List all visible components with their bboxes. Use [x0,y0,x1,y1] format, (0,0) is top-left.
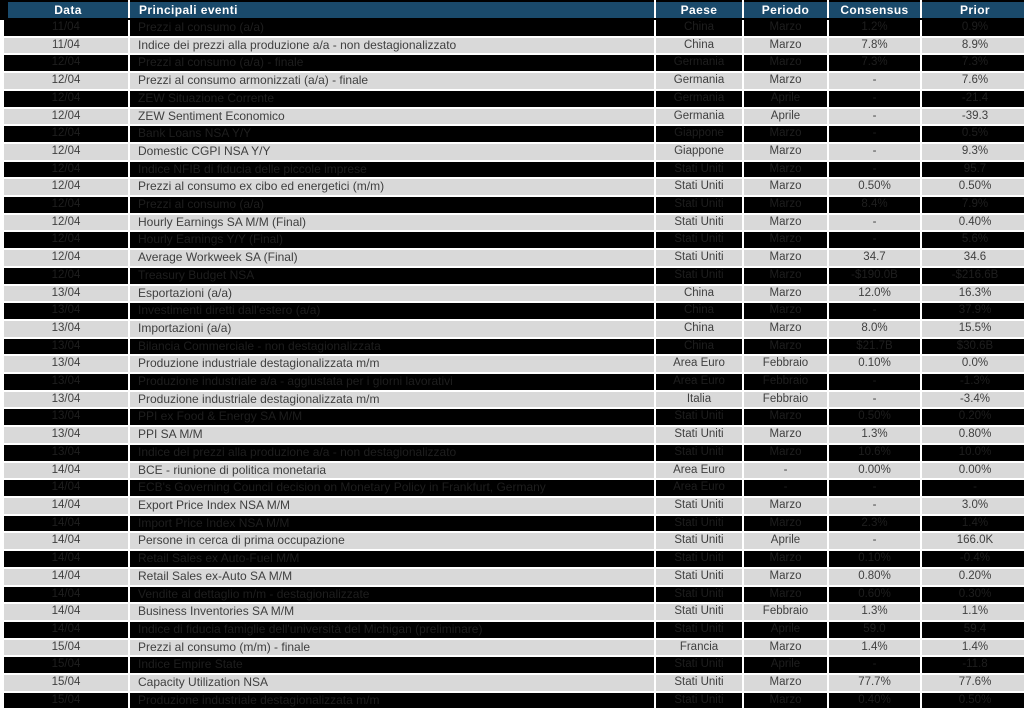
cell-consensus: 8.4% [828,196,921,214]
cell-prior: 0.20% [921,408,1024,426]
cell-date: 12/04 [4,143,129,161]
table-row [4,178,1024,196]
table-row [4,568,1024,586]
cell-event: Hourly Earnings SA M/M (Final) [129,214,655,232]
cell-event: Prezzi al consumo (a/a) [129,19,655,37]
cell-country: Area Euro [655,355,743,373]
table-row [4,320,1024,338]
column-header-eventi: Principali eventi [129,1,655,19]
cell-date: 15/04 [4,656,129,674]
cell-date: 15/04 [4,674,129,692]
table-row [4,338,1024,356]
cell-consensus: - [828,391,921,409]
table-row [4,214,1024,232]
table-row [4,285,1024,303]
cell-event: Indice NFIB di fiducia delle piccole imprese [129,161,655,179]
cell-period: Marzo [743,249,828,267]
cell-date: 15/04 [4,639,129,657]
cell-date: 13/04 [4,302,129,320]
cell-event: Export Price Index NSA M/M [129,497,655,515]
cell-prior: 0.50% [921,692,1024,710]
table-row [4,196,1024,214]
cell-prior: 8.9% [921,37,1024,55]
cell-date: 12/04 [4,249,129,267]
cell-consensus: 1.3% [828,426,921,444]
cell-event: PPI SA M/M [129,426,655,444]
cell-date: 13/04 [4,444,129,462]
cell-period: Marzo [743,550,828,568]
cell-country: China [655,302,743,320]
cell-country: China [655,338,743,356]
cell-prior: 7.6% [921,72,1024,90]
cell-date: 13/04 [4,355,129,373]
cell-consensus: - [828,302,921,320]
cell-date: 12/04 [4,125,129,143]
cell-prior: 166.0K [921,532,1024,550]
cell-consensus: 0.50% [828,408,921,426]
cell-date: 12/04 [4,267,129,285]
cell-prior: 0.9% [921,19,1024,37]
cell-prior: 9.3% [921,143,1024,161]
cell-consensus: 0.00% [828,462,921,480]
cell-event: Prezzi al consumo (a/a) - finale [129,54,655,72]
cell-date: 12/04 [4,72,129,90]
cell-consensus: - [828,231,921,249]
cell-country: Stati Uniti [655,497,743,515]
cell-country: Germania [655,108,743,126]
cell-country: Stati Uniti [655,532,743,550]
cell-period: Marzo [743,692,828,710]
table-row [4,532,1024,550]
cell-period: Marzo [743,426,828,444]
cell-period: Marzo [743,320,828,338]
cell-country: Area Euro [655,479,743,497]
cell-period: Marzo [743,125,828,143]
cell-country: Stati Uniti [655,568,743,586]
cell-event: Domestic CGPI NSA Y/Y [129,143,655,161]
cell-consensus: - [828,656,921,674]
cell-period: Aprile [743,621,828,639]
cell-country: Stati Uniti [655,603,743,621]
cell-country: Stati Uniti [655,426,743,444]
cell-country: Germania [655,72,743,90]
cell-consensus: 1.3% [828,603,921,621]
cell-event: ZEW Sentiment Economico [129,108,655,126]
cell-consensus: - [828,108,921,126]
cell-country: Stati Uniti [655,444,743,462]
cell-period: Marzo [743,586,828,604]
cell-consensus: - [828,125,921,143]
cell-period: Marzo [743,143,828,161]
cell-prior: 0.0% [921,355,1024,373]
cell-period: Marzo [743,515,828,533]
table-row [4,249,1024,267]
cell-event: Capacity Utilization NSA [129,674,655,692]
cell-prior: 0.80% [921,426,1024,444]
cell-consensus: 34.7 [828,249,921,267]
cell-prior: 37.9% [921,302,1024,320]
cell-period: Marzo [743,568,828,586]
cell-event: Investimenti diretti dall'estero (a/a) [129,302,655,320]
cell-country: Stati Uniti [655,214,743,232]
cell-period: Marzo [743,19,828,37]
cell-period: Febbraio [743,355,828,373]
cell-period: Marzo [743,639,828,657]
cell-period: Marzo [743,267,828,285]
cell-prior: 0.5% [921,125,1024,143]
cell-consensus: 10.6% [828,444,921,462]
cell-prior: 0.20% [921,568,1024,586]
cell-country: Stati Uniti [655,674,743,692]
table-row [4,479,1024,497]
table-row [4,19,1024,37]
cell-country: Area Euro [655,373,743,391]
cell-event: Persone in cerca di prima occupazione [129,532,655,550]
cell-period: Marzo [743,444,828,462]
column-header-consensus: Consensus [828,1,921,19]
cell-event: Esportazioni (a/a) [129,285,655,303]
cell-prior: 7.3% [921,54,1024,72]
cell-country: Stati Uniti [655,178,743,196]
cell-consensus: 0.40% [828,692,921,710]
cell-consensus: - [828,143,921,161]
table-row [4,621,1024,639]
cell-event: Indice di fiducia famiglie dell'università del Michigan (preliminare) [129,621,655,639]
cell-country: Italia [655,391,743,409]
cell-date: 13/04 [4,338,129,356]
cell-period: - [743,479,828,497]
cell-date: 12/04 [4,108,129,126]
cell-consensus: - [828,373,921,391]
cell-prior: 77.6% [921,674,1024,692]
table-row [4,373,1024,391]
cell-event: Treasury Budget NSA [129,267,655,285]
cell-consensus: -$190.0B [828,267,921,285]
cell-prior: -3.4% [921,391,1024,409]
table-row [4,108,1024,126]
table-row [4,603,1024,621]
table-row [4,125,1024,143]
cell-country: China [655,19,743,37]
cell-event: Retail Sales ex Auto-Fuel M/M [129,550,655,568]
cell-consensus: 8.0% [828,320,921,338]
column-header-data: Data [4,1,129,19]
cell-country: Stati Uniti [655,621,743,639]
cell-date: 13/04 [4,426,129,444]
cell-period: Marzo [743,37,828,55]
cell-country: Giappone [655,143,743,161]
cell-consensus: 1.4% [828,639,921,657]
cell-prior: 0.50% [921,178,1024,196]
cell-prior: 16.3% [921,285,1024,303]
table-row [4,444,1024,462]
cell-period: Marzo [743,302,828,320]
table-row [4,302,1024,320]
cell-consensus: 59.0 [828,621,921,639]
cell-period: Aprile [743,108,828,126]
cell-prior: 5.6% [921,231,1024,249]
cell-consensus: 2.3% [828,515,921,533]
cell-prior: $30.6B [921,338,1024,356]
cell-consensus: 0.60% [828,586,921,604]
table-row [4,161,1024,179]
cell-consensus: - [828,497,921,515]
cell-consensus: 7.3% [828,54,921,72]
cell-event: BCE - riunione di politica monetaria [129,462,655,480]
cell-prior: -$216.6B [921,267,1024,285]
cell-date: 12/04 [4,90,129,108]
cell-country: China [655,285,743,303]
cell-period: Marzo [743,408,828,426]
table-row [4,408,1024,426]
cell-prior: -11.8 [921,656,1024,674]
table-row [4,674,1024,692]
cell-consensus: 77.7% [828,674,921,692]
cell-prior: 1.1% [921,603,1024,621]
cell-prior: 34.6 [921,249,1024,267]
cell-event: Business Inventories SA M/M [129,603,655,621]
cell-consensus: 1.2% [828,19,921,37]
cell-period: Marzo [743,285,828,303]
cell-consensus: 0.80% [828,568,921,586]
column-header-prior: Prior [921,1,1024,19]
cell-date: 12/04 [4,231,129,249]
cell-date: 14/04 [4,586,129,604]
table-row [4,72,1024,90]
cell-prior: -1.3% [921,373,1024,391]
cell-country: China [655,37,743,55]
cell-period: Febbraio [743,603,828,621]
cell-event: Bank Loans NSA Y/Y [129,125,655,143]
cell-consensus: 7.8% [828,37,921,55]
cell-date: 13/04 [4,320,129,338]
cell-event: ECB's Governing Council decision on Monetary Policy in Frankfurt, Germany [129,479,655,497]
cell-prior: 0.00% [921,462,1024,480]
cell-prior: 15.5% [921,320,1024,338]
cell-country: China [655,320,743,338]
table-row [4,692,1024,710]
cell-event: Vendite al dettaglio m/m - destagionalizzate [129,586,655,604]
cell-event: Retail Sales ex-Auto SA M/M [129,568,655,586]
cell-event: Prezzi al consumo ex cibo ed energetici (m/m) [129,178,655,196]
cell-period: Marzo [743,196,828,214]
cell-date: 12/04 [4,161,129,179]
cell-consensus: 12.0% [828,285,921,303]
cell-date: 11/04 [4,37,129,55]
cell-date: 14/04 [4,568,129,586]
cell-country: Stati Uniti [655,586,743,604]
cell-event: Prezzi al consumo (m/m) - finale [129,639,655,657]
cell-date: 13/04 [4,285,129,303]
cell-period: - [743,462,828,480]
cell-country: Giappone [655,125,743,143]
table-row [4,639,1024,657]
cell-country: Stati Uniti [655,161,743,179]
cell-country: Stati Uniti [655,249,743,267]
cell-date: 14/04 [4,479,129,497]
column-header-paese: Paese [655,1,743,19]
cell-prior: 95.7 [921,161,1024,179]
cell-prior: 1.4% [921,639,1024,657]
cell-event: Prezzi al consumo (a/a) [129,196,655,214]
cell-event: Produzione industriale destagionalizzata m/m [129,391,655,409]
table-row [4,550,1024,568]
table-row [4,355,1024,373]
cell-prior: 10.0% [921,444,1024,462]
table-row [4,462,1024,480]
cell-date: 14/04 [4,497,129,515]
cell-country: Francia [655,639,743,657]
cell-date: 14/04 [4,603,129,621]
cell-date: 14/04 [4,462,129,480]
cell-date: 13/04 [4,408,129,426]
cell-consensus: $21.7B [828,338,921,356]
table-row [4,90,1024,108]
cell-country: Germania [655,90,743,108]
cell-consensus: - [828,90,921,108]
table-row [4,515,1024,533]
cell-country: Stati Uniti [655,515,743,533]
cell-date: 13/04 [4,391,129,409]
column-header-periodo: Periodo [743,1,828,19]
cell-date: 12/04 [4,54,129,72]
cell-event: Importazioni (a/a) [129,320,655,338]
cell-country: Stati Uniti [655,231,743,249]
cell-event: PPI ex Food & Energy SA M/M [129,408,655,426]
table-row [4,267,1024,285]
cell-event: Produzione industriale destagionalizzata m/m [129,692,655,710]
cell-event: Produzione industriale destagionalizzata m/m [129,355,655,373]
cell-consensus: 0.10% [828,355,921,373]
table-row [4,391,1024,409]
cell-prior: 0.40% [921,214,1024,232]
cell-consensus: - [828,72,921,90]
cell-date: 15/04 [4,692,129,710]
cell-consensus: 0.50% [828,178,921,196]
table-row [4,656,1024,674]
table-row [4,231,1024,249]
cell-date: 14/04 [4,550,129,568]
cell-event: Prezzi al consumo armonizzati (a/a) - finale [129,72,655,90]
cell-prior: 59.4 [921,621,1024,639]
table-row [4,426,1024,444]
cell-prior: -21.4 [921,90,1024,108]
cell-period: Febbraio [743,391,828,409]
table-row [4,143,1024,161]
table-row [4,37,1024,55]
cell-event: ZEW Situazione Corrente [129,90,655,108]
cell-prior: - [921,479,1024,497]
cell-period: Marzo [743,338,828,356]
cell-event: Bilancia Commerciale - non destagionalizzata [129,338,655,356]
table-row [4,586,1024,604]
cell-country: Stati Uniti [655,692,743,710]
cell-date: 11/04 [4,19,129,37]
cell-event: Produzione industriale a/a - aggiustata per i giorni lavorativi [129,373,655,391]
cell-prior: -39.3 [921,108,1024,126]
cell-prior: 1.4% [921,515,1024,533]
cell-event: Hourly Earnings Y/Y (Final) [129,231,655,249]
cell-event: Import Price Index NSA M/M [129,515,655,533]
cell-date: 13/04 [4,373,129,391]
cell-event: Indice dei prezzi alla produzione a/a - non destagionalizzato [129,37,655,55]
cell-prior: 0.30% [921,586,1024,604]
header-row [4,1,1024,19]
table-row [4,54,1024,72]
cell-period: Marzo [743,178,828,196]
cell-date: 12/04 [4,178,129,196]
cell-event: Average Workweek SA (Final) [129,249,655,267]
cell-period: Marzo [743,161,828,179]
cell-consensus: - [828,479,921,497]
cell-date: 14/04 [4,515,129,533]
cell-period: Marzo [743,497,828,515]
cell-country: Stati Uniti [655,550,743,568]
cell-event: Indice dei prezzi alla produzione a/a - non destagionalizzato [129,444,655,462]
cell-period: Febbraio [743,373,828,391]
cell-period: Marzo [743,214,828,232]
cell-prior: 3.0% [921,497,1024,515]
cell-country: Area Euro [655,462,743,480]
cell-prior: -0.4% [921,550,1024,568]
table-row [4,497,1024,515]
cell-period: Aprile [743,532,828,550]
cell-date: 12/04 [4,196,129,214]
cell-period: Marzo [743,674,828,692]
table-body [4,19,1024,709]
cell-period: Marzo [743,72,828,90]
cell-period: Marzo [743,54,828,72]
cell-prior: 7.9% [921,196,1024,214]
cell-period: Marzo [743,231,828,249]
cell-date: 14/04 [4,532,129,550]
cell-period: Aprile [743,90,828,108]
cell-date: 14/04 [4,621,129,639]
cell-date: 12/04 [4,214,129,232]
cell-consensus: 0.10% [828,550,921,568]
cell-country: Stati Uniti [655,196,743,214]
cell-consensus: - [828,532,921,550]
cell-country: Stati Uniti [655,656,743,674]
cell-consensus: - [828,161,921,179]
cell-country: Stati Uniti [655,408,743,426]
cell-country: Stati Uniti [655,267,743,285]
cell-event: Indice Empire State [129,656,655,674]
cell-period: Aprile [743,656,828,674]
cell-consensus: - [828,214,921,232]
cell-country: Germania [655,54,743,72]
